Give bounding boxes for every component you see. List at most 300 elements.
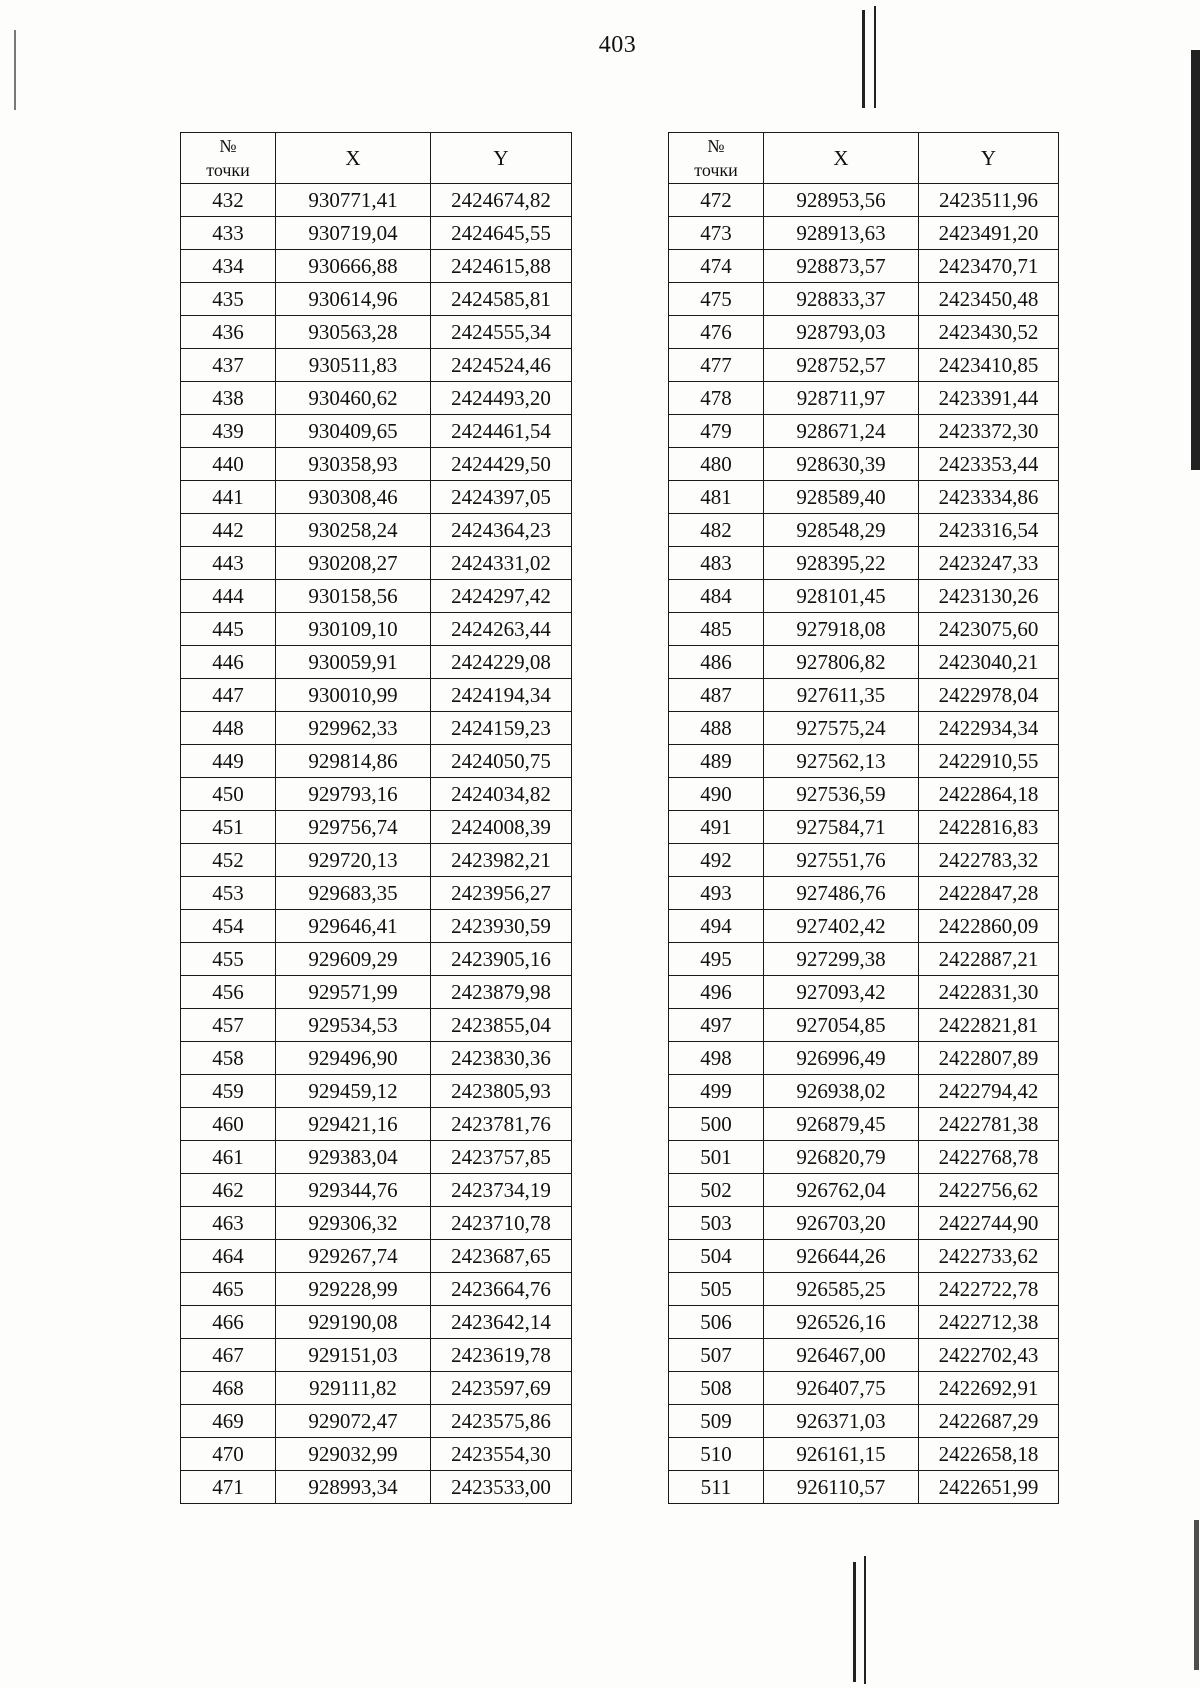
table-row bbox=[669, 712, 1059, 745]
cell-point-number: 509 bbox=[669, 1405, 764, 1438]
column-header-point-number bbox=[181, 133, 276, 184]
cell-point-number: 444 bbox=[181, 580, 276, 613]
cell-point-number: 474 bbox=[669, 250, 764, 283]
cell-y-coordinate: 2423879,98 bbox=[431, 976, 572, 1009]
cell-point-number: 505 bbox=[669, 1273, 764, 1306]
cell-x-coordinate: 929151,03 bbox=[276, 1339, 431, 1372]
cell-point-number: 465 bbox=[181, 1273, 276, 1306]
cell-x-coordinate: 927551,76 bbox=[764, 844, 919, 877]
cell-y-coordinate: 2423247,33 bbox=[919, 547, 1059, 580]
table-row bbox=[669, 547, 1059, 580]
cell-x-coordinate: 929534,53 bbox=[276, 1009, 431, 1042]
table-row bbox=[669, 679, 1059, 712]
table-row bbox=[669, 1042, 1059, 1075]
table-row bbox=[181, 514, 572, 547]
cell-x-coordinate: 930358,93 bbox=[276, 448, 431, 481]
table-row bbox=[181, 1174, 572, 1207]
cell-y-coordinate: 2422658,18 bbox=[919, 1438, 1059, 1471]
cell-y-coordinate: 2423430,52 bbox=[919, 316, 1059, 349]
cell-y-coordinate: 2423410,85 bbox=[919, 349, 1059, 382]
cell-y-coordinate: 2423450,48 bbox=[919, 283, 1059, 316]
table-row bbox=[181, 481, 572, 514]
cell-y-coordinate: 2422794,42 bbox=[919, 1075, 1059, 1108]
table-row bbox=[181, 382, 572, 415]
cell-y-coordinate: 2422756,62 bbox=[919, 1174, 1059, 1207]
cell-x-coordinate: 929459,12 bbox=[276, 1075, 431, 1108]
cell-x-coordinate: 929496,90 bbox=[276, 1042, 431, 1075]
table-row bbox=[181, 580, 572, 613]
table-row bbox=[181, 1141, 572, 1174]
cell-y-coordinate: 2422733,62 bbox=[919, 1240, 1059, 1273]
cell-point-number: 452 bbox=[181, 844, 276, 877]
cell-point-number: 469 bbox=[181, 1405, 276, 1438]
table-row bbox=[669, 1009, 1059, 1042]
cell-y-coordinate: 2422768,78 bbox=[919, 1141, 1059, 1174]
cell-point-number: 490 bbox=[669, 778, 764, 811]
cell-point-number: 438 bbox=[181, 382, 276, 415]
table-row bbox=[181, 1372, 572, 1405]
cell-y-coordinate: 2423781,76 bbox=[431, 1108, 572, 1141]
cell-y-coordinate: 2423391,44 bbox=[919, 382, 1059, 415]
cell-x-coordinate: 930158,56 bbox=[276, 580, 431, 613]
cell-x-coordinate: 929571,99 bbox=[276, 976, 431, 1009]
header-point-label: точки bbox=[206, 160, 250, 180]
cell-x-coordinate: 930059,91 bbox=[276, 646, 431, 679]
table-row bbox=[181, 1273, 572, 1306]
table-row bbox=[181, 976, 572, 1009]
header-point-label: точки bbox=[694, 160, 738, 180]
cell-x-coordinate: 926879,45 bbox=[764, 1108, 919, 1141]
cell-x-coordinate: 927093,42 bbox=[764, 976, 919, 1009]
cell-point-number: 450 bbox=[181, 778, 276, 811]
table-row bbox=[669, 1339, 1059, 1372]
cell-x-coordinate: 929962,33 bbox=[276, 712, 431, 745]
table-row bbox=[669, 613, 1059, 646]
table-row bbox=[669, 349, 1059, 382]
cell-y-coordinate: 2424159,23 bbox=[431, 712, 572, 745]
scan-right-edge-line-lower bbox=[1194, 1520, 1199, 1670]
cell-y-coordinate: 2423130,26 bbox=[919, 580, 1059, 613]
cell-y-coordinate: 2422864,18 bbox=[919, 778, 1059, 811]
cell-y-coordinate: 2422910,55 bbox=[919, 745, 1059, 778]
cell-point-number: 442 bbox=[181, 514, 276, 547]
cell-point-number: 499 bbox=[669, 1075, 764, 1108]
cell-point-number: 467 bbox=[181, 1339, 276, 1372]
table-row bbox=[669, 217, 1059, 250]
cell-x-coordinate: 927299,38 bbox=[764, 943, 919, 976]
cell-point-number: 463 bbox=[181, 1207, 276, 1240]
cell-y-coordinate: 2423511,96 bbox=[919, 184, 1059, 217]
cell-x-coordinate: 929814,86 bbox=[276, 745, 431, 778]
cell-y-coordinate: 2422702,43 bbox=[919, 1339, 1059, 1372]
cell-x-coordinate: 930563,28 bbox=[276, 316, 431, 349]
cell-point-number: 485 bbox=[669, 613, 764, 646]
table-row bbox=[669, 646, 1059, 679]
header-number-sign: № bbox=[707, 136, 725, 156]
table-row bbox=[669, 1306, 1059, 1339]
cell-point-number: 470 bbox=[181, 1438, 276, 1471]
table-row bbox=[669, 1108, 1059, 1141]
cell-y-coordinate: 2423805,93 bbox=[431, 1075, 572, 1108]
cell-y-coordinate: 2422651,99 bbox=[919, 1471, 1059, 1504]
table-row bbox=[181, 1339, 572, 1372]
cell-point-number: 507 bbox=[669, 1339, 764, 1372]
cell-x-coordinate: 928953,56 bbox=[764, 184, 919, 217]
cell-point-number: 487 bbox=[669, 679, 764, 712]
cell-point-number: 437 bbox=[181, 349, 276, 382]
cell-point-number: 489 bbox=[669, 745, 764, 778]
cell-x-coordinate: 928548,29 bbox=[764, 514, 919, 547]
table-row bbox=[669, 1405, 1059, 1438]
cell-point-number: 432 bbox=[181, 184, 276, 217]
cell-point-number: 457 bbox=[181, 1009, 276, 1042]
cell-y-coordinate: 2423491,20 bbox=[919, 217, 1059, 250]
scan-binding-mark-bottom bbox=[853, 1562, 856, 1682]
cell-x-coordinate: 930666,88 bbox=[276, 250, 431, 283]
cell-x-coordinate: 928395,22 bbox=[764, 547, 919, 580]
cell-x-coordinate: 929383,04 bbox=[276, 1141, 431, 1174]
table-row bbox=[181, 217, 572, 250]
cell-y-coordinate: 2422783,32 bbox=[919, 844, 1059, 877]
coordinates-table-right-body bbox=[669, 184, 1059, 1504]
table-row bbox=[669, 415, 1059, 448]
cell-y-coordinate: 2422847,28 bbox=[919, 877, 1059, 910]
cell-x-coordinate: 929306,32 bbox=[276, 1207, 431, 1240]
cell-x-coordinate: 930614,96 bbox=[276, 283, 431, 316]
table-row bbox=[181, 1240, 572, 1273]
table-row bbox=[669, 943, 1059, 976]
cell-y-coordinate: 2423642,14 bbox=[431, 1306, 572, 1339]
table-row bbox=[669, 250, 1059, 283]
cell-y-coordinate: 2422781,38 bbox=[919, 1108, 1059, 1141]
cell-point-number: 464 bbox=[181, 1240, 276, 1273]
cell-point-number: 468 bbox=[181, 1372, 276, 1405]
cell-y-coordinate: 2423619,78 bbox=[431, 1339, 572, 1372]
cell-point-number: 498 bbox=[669, 1042, 764, 1075]
table-row bbox=[181, 415, 572, 448]
cell-y-coordinate: 2423830,36 bbox=[431, 1042, 572, 1075]
table-row bbox=[669, 910, 1059, 943]
cell-y-coordinate: 2423334,86 bbox=[919, 481, 1059, 514]
table-header-row bbox=[669, 133, 1059, 184]
cell-y-coordinate: 2424524,46 bbox=[431, 349, 572, 382]
table-row bbox=[181, 778, 572, 811]
cell-point-number: 488 bbox=[669, 712, 764, 745]
cell-point-number: 472 bbox=[669, 184, 764, 217]
cell-point-number: 479 bbox=[669, 415, 764, 448]
cell-point-number: 493 bbox=[669, 877, 764, 910]
table-row bbox=[669, 811, 1059, 844]
coordinates-table-right bbox=[668, 132, 1059, 1504]
cell-y-coordinate: 2422744,90 bbox=[919, 1207, 1059, 1240]
cell-y-coordinate: 2423372,30 bbox=[919, 415, 1059, 448]
cell-y-coordinate: 2423956,27 bbox=[431, 877, 572, 910]
cell-y-coordinate: 2422887,21 bbox=[919, 943, 1059, 976]
cell-x-coordinate: 928793,03 bbox=[764, 316, 919, 349]
cell-y-coordinate: 2424364,23 bbox=[431, 514, 572, 547]
cell-point-number: 482 bbox=[669, 514, 764, 547]
cell-y-coordinate: 2424008,39 bbox=[431, 811, 572, 844]
table-row bbox=[669, 283, 1059, 316]
cell-x-coordinate: 929793,16 bbox=[276, 778, 431, 811]
cell-x-coordinate: 928833,37 bbox=[764, 283, 919, 316]
cell-point-number: 461 bbox=[181, 1141, 276, 1174]
cell-y-coordinate: 2424674,82 bbox=[431, 184, 572, 217]
cell-point-number: 456 bbox=[181, 976, 276, 1009]
table-row bbox=[181, 1207, 572, 1240]
cell-x-coordinate: 926762,04 bbox=[764, 1174, 919, 1207]
cell-y-coordinate: 2423905,16 bbox=[431, 943, 572, 976]
cell-y-coordinate: 2424297,42 bbox=[431, 580, 572, 613]
table-row bbox=[181, 811, 572, 844]
table-row bbox=[669, 778, 1059, 811]
cell-point-number: 460 bbox=[181, 1108, 276, 1141]
cell-y-coordinate: 2423687,65 bbox=[431, 1240, 572, 1273]
cell-y-coordinate: 2422978,04 bbox=[919, 679, 1059, 712]
cell-y-coordinate: 2424461,54 bbox=[431, 415, 572, 448]
cell-point-number: 492 bbox=[669, 844, 764, 877]
cell-x-coordinate: 927402,42 bbox=[764, 910, 919, 943]
cell-x-coordinate: 929111,82 bbox=[276, 1372, 431, 1405]
cell-x-coordinate: 926938,02 bbox=[764, 1075, 919, 1108]
cell-x-coordinate: 926526,16 bbox=[764, 1306, 919, 1339]
cell-x-coordinate: 927054,85 bbox=[764, 1009, 919, 1042]
table-row bbox=[669, 1141, 1059, 1174]
cell-point-number: 511 bbox=[669, 1471, 764, 1504]
header-number-sign: № bbox=[219, 136, 237, 156]
cell-x-coordinate: 928752,57 bbox=[764, 349, 919, 382]
cell-x-coordinate: 929072,47 bbox=[276, 1405, 431, 1438]
cell-y-coordinate: 2422860,09 bbox=[919, 910, 1059, 943]
table-row bbox=[669, 877, 1059, 910]
cell-point-number: 506 bbox=[669, 1306, 764, 1339]
cell-x-coordinate: 926371,03 bbox=[764, 1405, 919, 1438]
cell-x-coordinate: 929032,99 bbox=[276, 1438, 431, 1471]
cell-point-number: 502 bbox=[669, 1174, 764, 1207]
cell-point-number: 475 bbox=[669, 283, 764, 316]
cell-x-coordinate: 930010,99 bbox=[276, 679, 431, 712]
cell-point-number: 501 bbox=[669, 1141, 764, 1174]
cell-x-coordinate: 929267,74 bbox=[276, 1240, 431, 1273]
cell-point-number: 440 bbox=[181, 448, 276, 481]
cell-point-number: 433 bbox=[181, 217, 276, 250]
cell-point-number: 473 bbox=[669, 217, 764, 250]
cell-point-number: 443 bbox=[181, 547, 276, 580]
cell-point-number: 459 bbox=[181, 1075, 276, 1108]
table-row bbox=[181, 679, 572, 712]
table-row bbox=[181, 1306, 572, 1339]
cell-x-coordinate: 929344,76 bbox=[276, 1174, 431, 1207]
table-row bbox=[669, 382, 1059, 415]
cell-y-coordinate: 2422821,81 bbox=[919, 1009, 1059, 1042]
cell-x-coordinate: 926703,20 bbox=[764, 1207, 919, 1240]
table-row bbox=[669, 184, 1059, 217]
column-header-y: Y bbox=[431, 133, 572, 184]
cell-y-coordinate: 2424429,50 bbox=[431, 448, 572, 481]
column-header-x: X bbox=[764, 133, 919, 184]
table-row bbox=[181, 250, 572, 283]
cell-y-coordinate: 2424555,34 bbox=[431, 316, 572, 349]
table-row bbox=[669, 481, 1059, 514]
table-row bbox=[181, 877, 572, 910]
cell-point-number: 448 bbox=[181, 712, 276, 745]
cell-point-number: 435 bbox=[181, 283, 276, 316]
cell-point-number: 458 bbox=[181, 1042, 276, 1075]
cell-x-coordinate: 929756,74 bbox=[276, 811, 431, 844]
cell-y-coordinate: 2422831,30 bbox=[919, 976, 1059, 1009]
table-row bbox=[181, 316, 572, 349]
table-row bbox=[181, 448, 572, 481]
cell-x-coordinate: 928913,63 bbox=[764, 217, 919, 250]
column-header-point-number bbox=[669, 133, 764, 184]
cell-point-number: 481 bbox=[669, 481, 764, 514]
cell-point-number: 471 bbox=[181, 1471, 276, 1504]
cell-y-coordinate: 2422687,29 bbox=[919, 1405, 1059, 1438]
table-row bbox=[669, 1438, 1059, 1471]
cell-y-coordinate: 2424194,34 bbox=[431, 679, 572, 712]
cell-point-number: 497 bbox=[669, 1009, 764, 1042]
cell-point-number: 462 bbox=[181, 1174, 276, 1207]
cell-x-coordinate: 926161,15 bbox=[764, 1438, 919, 1471]
cell-point-number: 486 bbox=[669, 646, 764, 679]
cell-y-coordinate: 2422712,38 bbox=[919, 1306, 1059, 1339]
cell-point-number: 508 bbox=[669, 1372, 764, 1405]
table-row bbox=[669, 844, 1059, 877]
cell-point-number: 466 bbox=[181, 1306, 276, 1339]
cell-x-coordinate: 928993,34 bbox=[276, 1471, 431, 1504]
cell-point-number: 454 bbox=[181, 910, 276, 943]
table-row bbox=[181, 943, 572, 976]
cell-x-coordinate: 926820,79 bbox=[764, 1141, 919, 1174]
cell-y-coordinate: 2423855,04 bbox=[431, 1009, 572, 1042]
cell-y-coordinate: 2424585,81 bbox=[431, 283, 572, 316]
table-row bbox=[181, 349, 572, 382]
cell-point-number: 455 bbox=[181, 943, 276, 976]
cell-point-number: 478 bbox=[669, 382, 764, 415]
table-row bbox=[181, 1108, 572, 1141]
cell-x-coordinate: 929190,08 bbox=[276, 1306, 431, 1339]
cell-x-coordinate: 927486,76 bbox=[764, 877, 919, 910]
table-row bbox=[181, 646, 572, 679]
cell-y-coordinate: 2423757,85 bbox=[431, 1141, 572, 1174]
cell-x-coordinate: 929609,29 bbox=[276, 943, 431, 976]
cell-y-coordinate: 2424229,08 bbox=[431, 646, 572, 679]
cell-x-coordinate: 926110,57 bbox=[764, 1471, 919, 1504]
cell-point-number: 500 bbox=[669, 1108, 764, 1141]
cell-point-number: 484 bbox=[669, 580, 764, 613]
cell-point-number: 441 bbox=[181, 481, 276, 514]
cell-x-coordinate: 929683,35 bbox=[276, 877, 431, 910]
cell-y-coordinate: 2423470,71 bbox=[919, 250, 1059, 283]
cell-point-number: 503 bbox=[669, 1207, 764, 1240]
table-row bbox=[669, 1174, 1059, 1207]
cell-y-coordinate: 2424615,88 bbox=[431, 250, 572, 283]
cell-x-coordinate: 930208,27 bbox=[276, 547, 431, 580]
cell-y-coordinate: 2423930,59 bbox=[431, 910, 572, 943]
cell-x-coordinate: 930258,24 bbox=[276, 514, 431, 547]
cell-point-number: 453 bbox=[181, 877, 276, 910]
scan-binding-mark-top bbox=[862, 10, 865, 108]
cell-y-coordinate: 2423316,54 bbox=[919, 514, 1059, 547]
cell-point-number: 510 bbox=[669, 1438, 764, 1471]
cell-x-coordinate: 930109,10 bbox=[276, 613, 431, 646]
cell-x-coordinate: 927918,08 bbox=[764, 613, 919, 646]
table-row bbox=[181, 1042, 572, 1075]
cell-point-number: 447 bbox=[181, 679, 276, 712]
table-row bbox=[181, 844, 572, 877]
cell-y-coordinate: 2423040,21 bbox=[919, 646, 1059, 679]
table-row bbox=[181, 1438, 572, 1471]
cell-x-coordinate: 927562,13 bbox=[764, 745, 919, 778]
cell-y-coordinate: 2423597,69 bbox=[431, 1372, 572, 1405]
cell-y-coordinate: 2423664,76 bbox=[431, 1273, 572, 1306]
cell-point-number: 477 bbox=[669, 349, 764, 382]
cell-point-number: 439 bbox=[181, 415, 276, 448]
cell-point-number: 495 bbox=[669, 943, 764, 976]
cell-x-coordinate: 926644,26 bbox=[764, 1240, 919, 1273]
table-header-row bbox=[181, 133, 572, 184]
table-row bbox=[669, 976, 1059, 1009]
cell-y-coordinate: 2424331,02 bbox=[431, 547, 572, 580]
table-row bbox=[181, 613, 572, 646]
table-row bbox=[181, 1471, 572, 1504]
table-row bbox=[669, 448, 1059, 481]
cell-y-coordinate: 2423575,86 bbox=[431, 1405, 572, 1438]
scan-binding-mark-bottom-2 bbox=[864, 1556, 866, 1684]
table-row bbox=[669, 580, 1059, 613]
cell-x-coordinate: 926407,75 bbox=[764, 1372, 919, 1405]
table-row bbox=[181, 712, 572, 745]
cell-x-coordinate: 930719,04 bbox=[276, 217, 431, 250]
cell-point-number: 494 bbox=[669, 910, 764, 943]
cell-x-coordinate: 928873,57 bbox=[764, 250, 919, 283]
cell-x-coordinate: 927806,82 bbox=[764, 646, 919, 679]
cell-x-coordinate: 930771,41 bbox=[276, 184, 431, 217]
table-row bbox=[181, 1405, 572, 1438]
cell-x-coordinate: 929228,99 bbox=[276, 1273, 431, 1306]
cell-point-number: 491 bbox=[669, 811, 764, 844]
cell-y-coordinate: 2423533,00 bbox=[431, 1471, 572, 1504]
cell-x-coordinate: 930308,46 bbox=[276, 481, 431, 514]
cell-x-coordinate: 929720,13 bbox=[276, 844, 431, 877]
table-row bbox=[669, 1075, 1059, 1108]
table-row bbox=[669, 745, 1059, 778]
cell-point-number: 446 bbox=[181, 646, 276, 679]
page-number: 403 bbox=[598, 32, 637, 58]
cell-point-number: 436 bbox=[181, 316, 276, 349]
cell-y-coordinate: 2424263,44 bbox=[431, 613, 572, 646]
cell-x-coordinate: 929646,41 bbox=[276, 910, 431, 943]
table-row bbox=[669, 514, 1059, 547]
cell-y-coordinate: 2422934,34 bbox=[919, 712, 1059, 745]
cell-y-coordinate: 2424493,20 bbox=[431, 382, 572, 415]
column-header-y: Y bbox=[919, 133, 1059, 184]
cell-x-coordinate: 927611,35 bbox=[764, 679, 919, 712]
cell-y-coordinate: 2423710,78 bbox=[431, 1207, 572, 1240]
cell-x-coordinate: 927536,59 bbox=[764, 778, 919, 811]
cell-x-coordinate: 926585,25 bbox=[764, 1273, 919, 1306]
cell-x-coordinate: 926467,00 bbox=[764, 1339, 919, 1372]
cell-x-coordinate: 926996,49 bbox=[764, 1042, 919, 1075]
table-row bbox=[181, 1009, 572, 1042]
cell-y-coordinate: 2423075,60 bbox=[919, 613, 1059, 646]
table-row bbox=[669, 1207, 1059, 1240]
cell-x-coordinate: 928711,97 bbox=[764, 382, 919, 415]
cell-y-coordinate: 2422807,89 bbox=[919, 1042, 1059, 1075]
cell-y-coordinate: 2422816,83 bbox=[919, 811, 1059, 844]
table-row bbox=[669, 1240, 1059, 1273]
table-row bbox=[181, 910, 572, 943]
